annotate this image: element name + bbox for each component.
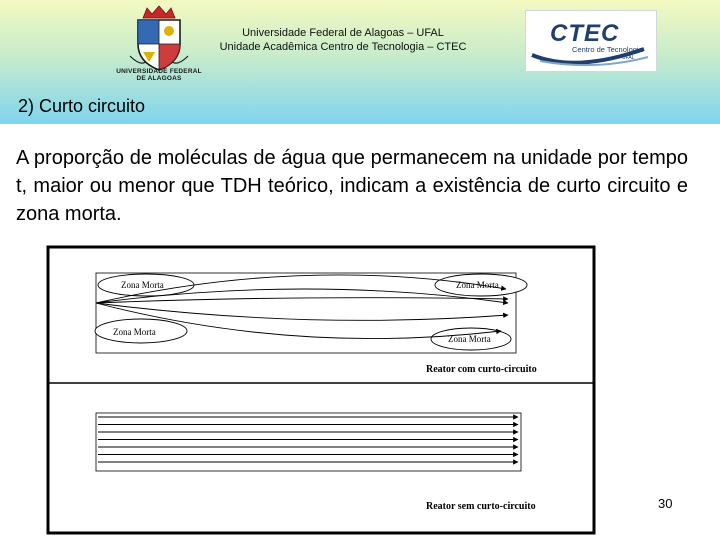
dead-zone-label-4: Zona Morta	[448, 334, 491, 344]
section-title: 2) Curto circuito	[18, 96, 146, 116]
ctec-logo-subtitle: Centro de Tecnologia	[572, 45, 643, 54]
ufal-caption-line1: UNIVERSIDADE FEDERAL	[116, 68, 202, 75]
bottom-panel-caption: Reator sem curto-circuito	[426, 501, 536, 512]
dead-zone-label-3: Zona Morta	[113, 327, 156, 337]
body-paragraph: A proporção de moléculas de água que permanecem na unidade por tempo t, maior ou menor que TDH teórico, indicam a existência de curto circuito e zona morta.	[16, 147, 688, 225]
dead-zone-label-1: Zona Morta	[121, 280, 164, 290]
dead-zone-label-2: Zona Morta	[456, 280, 499, 290]
ctec-logo-text: CTEC	[550, 20, 620, 47]
institution-heading	[188, 26, 498, 54]
top-panel-caption: Reator com curto-circuito	[426, 364, 537, 375]
institution-line2: Unidade Acadêmica Centro de Tecnologia – CTEC	[219, 41, 467, 53]
ufal-logo-caption	[106, 68, 212, 82]
reactor-flow-figure	[46, 245, 596, 535]
ufal-caption-line2: DE ALAGOAS	[136, 75, 182, 82]
ctec-logo	[525, 10, 657, 72]
page-number: 30	[658, 496, 673, 511]
ctec-logo-small: UFAL	[622, 55, 635, 61]
institution-line1: Universidade Federal de Alagoas – UFAL	[242, 27, 444, 39]
